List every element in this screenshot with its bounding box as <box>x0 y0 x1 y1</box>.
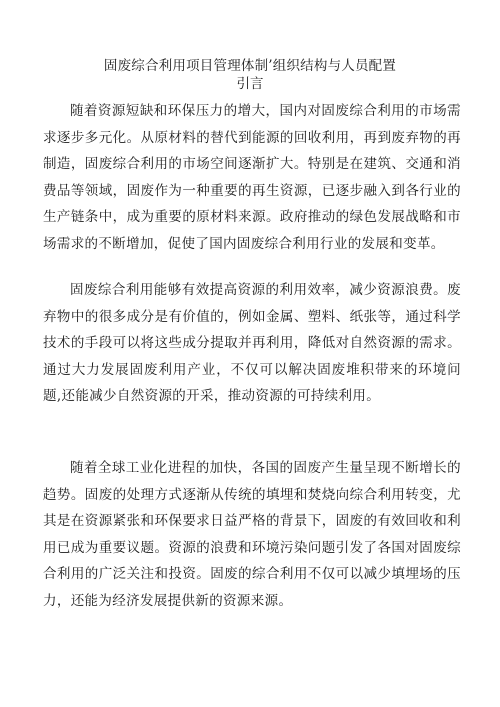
paragraph-1: 随着资源短缺和环保压力的增大，国内对固废综合利用的市场需求逐步多元化。从原材料的替代到能源的回收利用，再到废弃物的再制造，固废综合利用的市场空间逐渐扩大。特别是在建筑、交通和消费品等领域，固废作为一种重要的再生资源，已逐步融入到各行业的生产链条中，成为重要的原材料来源。政府推动的绿色发展战略和市场需求的不断增加，促使了国内固废综合利用行业的发展和变革。 <box>43 103 461 252</box>
paragraph-3: 随着全球工业化进程的加快，各国的固废产生量呈现不断增长的趋势。固废的处理方式逐渐从传统的填埋和焚烧向综合利用转变，尤其是在资源紧张和环保要求日益严格的背景下，固废的有效回收和利用已成为重要议题。资源的浪费和环境污染问题引发了各国对固废综合利用的广泛关注和投资。固废的综合利用不仅可以减少填埋场的压力，还能为经济发展提供新的资源来源。 <box>43 460 461 609</box>
section-heading: 引言 <box>236 76 264 92</box>
document-title: 固废综合利用项目管理体制’组织结构与人员配置 <box>103 58 397 74</box>
paragraph-2: 固废综合利用能够有效提高资源的利用效率，减少资源浪费。废弃物中的很多成分是有价值的，例如金属、塑料、纸张等，通过科学技术的手段可以将这些成分提取并再利用，降低对自然资源的需求。通过大力发展固废利用产业，不仅可以解决固废堆积带来的环境问题,还能减少自然资源的开采，推动资源的可持续利用。 <box>43 282 461 404</box>
